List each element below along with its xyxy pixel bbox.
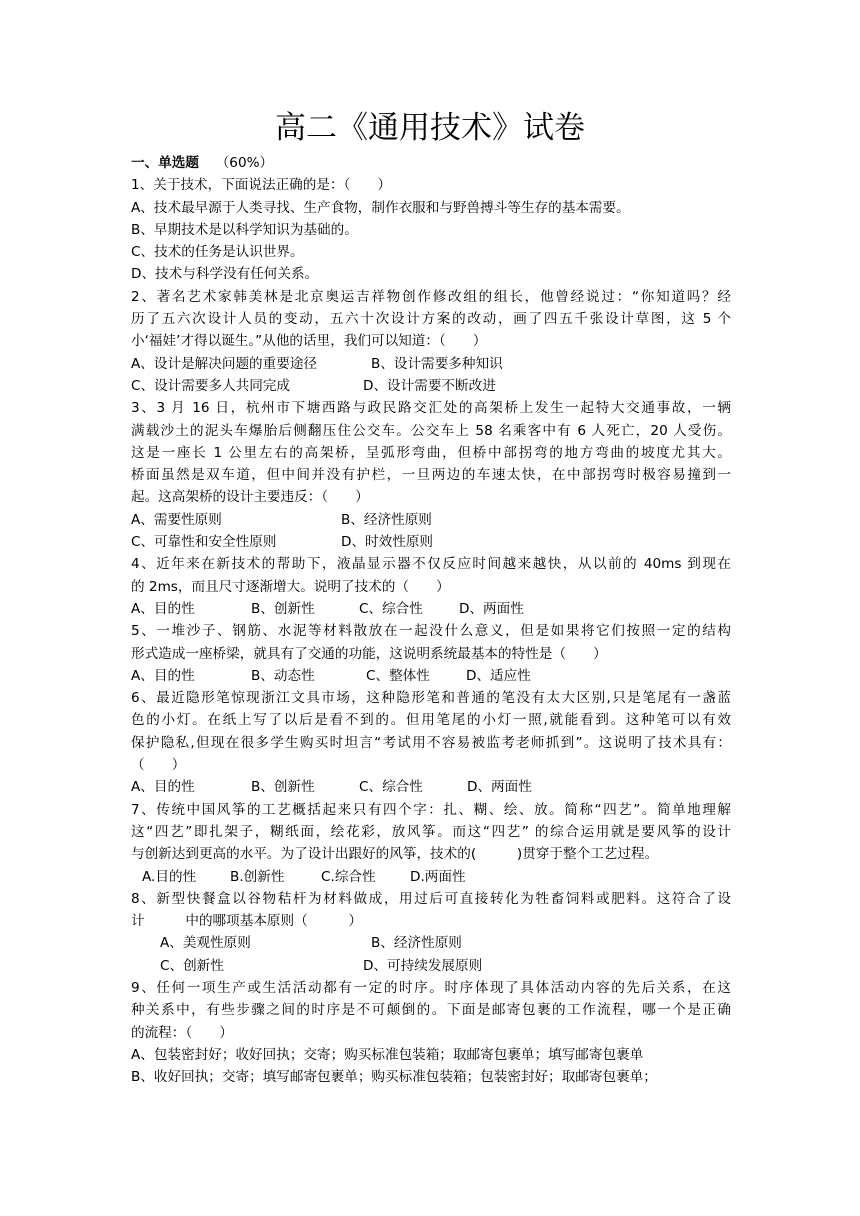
q1-option-d: D、技术与科学没有任何关系。 bbox=[131, 266, 319, 283]
q1-option-c: C、技术的任务是认识世界。 bbox=[131, 244, 304, 261]
q3-stem-line: 3、3 月 16 日，杭州市下塘西路与政民路交汇处的高架桥上发生一起特大交通事故，一辆 bbox=[131, 400, 731, 417]
q3-stem-line: 桥面虽然是双车道，但中间并没有护栏，一旦两边的车速太快，在中部拐弯时极容易撞到一 bbox=[131, 467, 731, 484]
q7-option-c: C.综合性 bbox=[321, 868, 376, 885]
q1-option-a: A、技术最早源于人类寻找、生产食物，制作衣服和与野兽搏斗等生存的基本需要。 bbox=[131, 199, 630, 216]
q7-option-d: D.两面性 bbox=[410, 868, 466, 885]
q2-option-a: A、设计是解决问题的重要途径 bbox=[131, 355, 318, 372]
exam-title: 高二《通用技术》试卷 bbox=[275, 110, 585, 146]
q9-option-a: A、包装密封好；收好回执；交寄；购买标准包装箱；取邮寄包裹单；填写邮寄包裹单 bbox=[131, 1046, 644, 1063]
q3-option-c: C、可靠性和安全性原则 bbox=[131, 534, 277, 551]
q9-stem-line: 种关系中，有些步骤之间的时序是不可颠倒的。下面是邮寄包裹的工作流程，哪一个是正确 bbox=[131, 1002, 731, 1019]
q8-stem-line: 8、新型快餐盒以谷物秸杆为材料做成，用过后可直接转化为牲畜饲料或肥料。这符合了设 bbox=[131, 890, 731, 907]
q4-option-a: A、目的性 bbox=[131, 600, 195, 617]
q2-options-row bbox=[131, 375, 731, 397]
q9-stem-line: 9、任何一项生产或生活活动都有一定的时序。时序体现了具体活动内容的先后关系，在这 bbox=[131, 979, 731, 996]
q3-option-b: B、经济性原则 bbox=[341, 511, 432, 528]
q6-stem-line: （ ） bbox=[131, 757, 186, 774]
q5-option-a: A、目的性 bbox=[131, 667, 195, 684]
q7-stem-line: 与创新达到更高的水平。为了设计出跟好的风筝，技术的( )贯穿于整个工艺过程。 bbox=[131, 846, 659, 863]
q8-options-row bbox=[131, 932, 731, 954]
q5-stem-line: 5、一堆沙子、钢筋、水泥等材料散放在一起没什么意义，但是如果将它们按照一定的结构 bbox=[131, 623, 731, 640]
q4-option-b: B、创新性 bbox=[251, 600, 315, 617]
q5-option-d: D、适应性 bbox=[466, 667, 531, 684]
q7-options-row bbox=[131, 866, 731, 888]
q4-option-c: C、综合性 bbox=[359, 600, 423, 617]
q2-options-row bbox=[131, 353, 731, 375]
q2-option-b: B、设计需要多种知识 bbox=[371, 355, 503, 372]
q6-option-b: B、创新性 bbox=[251, 779, 315, 796]
q5-options-row bbox=[131, 665, 731, 687]
q3-options-row bbox=[131, 509, 731, 531]
q2-stem-line: 历了五六次设计人员的变动，五六十次设计方案的改动，画了四五千张设计草图，这 5 个 bbox=[131, 311, 731, 328]
q4-options-row bbox=[131, 598, 731, 620]
q6-option-d: D、两面性 bbox=[467, 779, 532, 796]
section-heading bbox=[131, 152, 731, 174]
q1-option-b: B、早期技术是以科学知识为基础的。 bbox=[131, 221, 358, 238]
q6-options-row bbox=[131, 776, 731, 798]
q5-option-c: C、整体性 bbox=[366, 667, 430, 684]
q8-option-a: A、美观性原则 bbox=[160, 935, 251, 952]
q7-stem-line: 这“四艺”即扎架子，糊纸面，绘花彩，放风筝。而这“四艺” 的综合运用就是要风筝的设计 bbox=[131, 823, 731, 840]
q7-stem-line: 7、传统中国风筝的工艺概括起来只有四个字：扎、糊、绘、放。简称“四艺”。简单地理解 bbox=[131, 801, 731, 818]
q6-stem-line: 色的小灯。在纸上写了以后是看不到的。但用笔尾的小灯一照,就能看到。这种笔可以有效 bbox=[131, 712, 731, 729]
q8-option-d: D、可持续发展原则 bbox=[363, 957, 483, 974]
q2-option-d: D、设计需要不断改进 bbox=[363, 377, 496, 394]
q2-option-c: C、设计需要多人共同完成 bbox=[131, 377, 291, 394]
q3-stem-line: 满载沙土的泥头车爆胎后侧翻压住公交车。公交车上 58 名乘客中有 6 人死亡，20 人受伤。 bbox=[131, 422, 731, 439]
q3-options-row bbox=[131, 531, 731, 553]
q6-option-a: A、目的性 bbox=[131, 779, 195, 796]
q4-option-d: D、两面性 bbox=[459, 600, 524, 617]
q8-options-row bbox=[131, 955, 731, 977]
q3-stem-line: 这是一座长 1 公里左右的高架桥，呈弧形弯曲，但桥中部拐弯的地方弯曲的坡度尤其大。 bbox=[131, 444, 731, 461]
q9-option-b: B、收好回执；交寄；填写邮寄包裹单；购买标准包装箱；包装密封好；取邮寄包裹单； bbox=[131, 1069, 657, 1086]
q4-stem-line: 4、近年来在新技术的帮助下，液晶显示器不仅反应时间越来越快，从以前的 40ms 到现在 bbox=[131, 556, 731, 573]
q8-stem-line: 计 中的哪项基本原则（ ） bbox=[131, 913, 363, 930]
q5-option-b: B、动态性 bbox=[251, 667, 315, 684]
q5-stem-line: 形式造成一座桥梁，就具有了交通的功能，这说明系统最基本的特性是（ ） bbox=[131, 645, 607, 662]
exam-content bbox=[131, 152, 731, 1088]
q3-stem-line: 起。这高架桥的设计主要违反：（ ） bbox=[131, 489, 369, 506]
q7-option-a: A.目的性 bbox=[142, 868, 197, 885]
q8-option-c: C、创新性 bbox=[160, 957, 224, 974]
q4-stem-line: 的 2ms，而且尺寸逐渐增大。说明了技术的（ ） bbox=[131, 578, 450, 595]
q8-option-b: B、经济性原则 bbox=[371, 935, 462, 952]
q2-stem-line: 2、著名艺术家韩美林是北京奥运吉祥物创作修改组的组长，他曾经说过：“你知道吗？经 bbox=[131, 288, 731, 305]
q6-stem-line: 保护隐私,但现在很多学生购买时坦言“考试用不容易被监考老师抓到”。这说明了技术具有： bbox=[131, 734, 731, 751]
section-percent: （60%） bbox=[215, 155, 274, 171]
q7-option-b: B.创新性 bbox=[230, 868, 285, 885]
q2-stem-line: 小‘福娃’才得以诞生。”从他的话里，我们可以知道：（ ） bbox=[131, 333, 487, 350]
q1-stem: 1、关于技术，下面说法正确的是：（ ） bbox=[131, 177, 392, 194]
q3-option-a: A、需要性原则 bbox=[131, 511, 222, 528]
q6-stem-line: 6、最近隐形笔惊现浙江文具市场，这种隐形笔和普通的笔没有太大区别,只是笔尾有一盏蓝 bbox=[131, 690, 731, 707]
q3-option-d: D、时效性原则 bbox=[341, 534, 434, 551]
q6-option-c: C、综合性 bbox=[359, 779, 423, 796]
section-label: 一、单选题 bbox=[131, 155, 199, 171]
q9-stem-line: 的流程：（ ） bbox=[131, 1024, 233, 1041]
